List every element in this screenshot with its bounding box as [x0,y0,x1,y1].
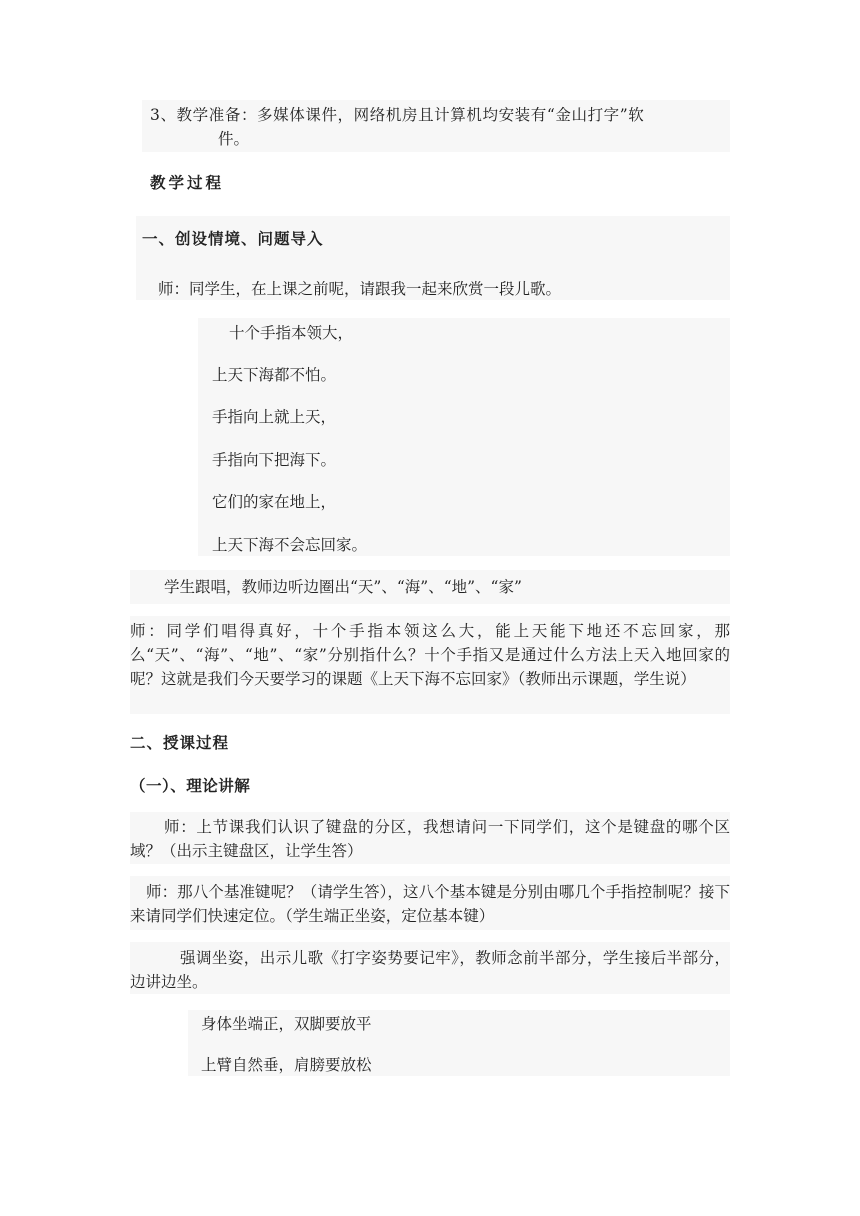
song1-line-4: 手指向下把海下。 [212,451,337,469]
para2: 师：那八个基准键呢？（请学生答），这八个基本键是分别由哪几个手指控制呢？接下来请同学们快速定位。（学生端正坐姿，定位基本键） [130,883,730,925]
teacher-question: 师：同学们唱得真好，十个手指本领这么大，能上天能下地还不忘回家，那么“天”、“海”、“地”、“家”分别指什么？十个手指又是通过什么方法上天入地回家的呢？这就是我们今天要学习的课题《上天下海不忘回家》（教师出示课题，学生说） [130,622,730,688]
song1-line-5: 它们的家在地上， [212,493,337,511]
para3: 强调坐姿，出示儿歌《打字姿势要记牢》，教师念前半部分，学生接后半部分，边讲边坐。 [130,949,730,991]
student-sing: 学生跟唱，教师边听边圈出“天”、“海”、“地”、“家” [164,578,522,596]
prep-line-1: 3、教学准备：多媒体课件，网络机房且计算机均安装有“金山打字”软 [150,106,645,124]
section2-heading: 二、授课过程 [130,734,230,752]
section2-sub1: （一）、理论讲解 [130,777,251,795]
song2-line-1: 身体坐端正，双脚要放平 [201,1015,372,1033]
song2-line-2: 上臂自然垂，肩膀要放松 [201,1056,372,1074]
song1-line-3: 手指向上就上天， [212,408,337,426]
prep-line-2: 件。 [218,130,250,148]
teacher-intro: 师：同学生，在上课之前呢，请跟我一起来欣赏一段儿歌。 [158,280,562,298]
process-title: 教学过程 [150,174,225,192]
para1: 师：上节课我们认识了键盘的分区，我想请问一下同学们，这个是键盘的哪个区域？（出示主键盘区，让学生答） [130,818,730,860]
song1-line-1: 十个手指本领大， [229,324,354,342]
song1-line-2: 上天下海都不怕。 [212,366,337,384]
song1-block [198,318,730,556]
section1-heading: 一、创设情境、问题导入 [142,230,324,248]
song1-line-6: 上天下海不会忘回家。 [212,536,368,554]
